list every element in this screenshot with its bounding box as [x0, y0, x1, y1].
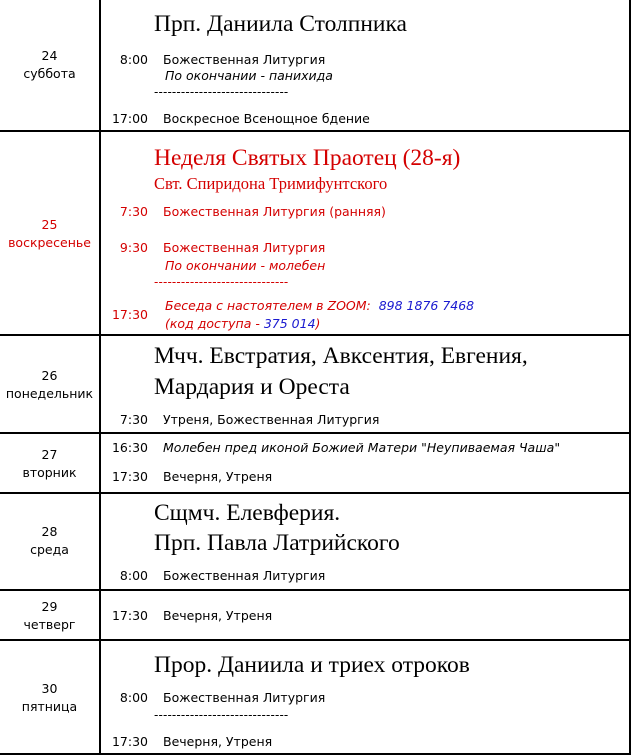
- feast-title-line-1: Сщмч. Елевферия.: [154, 500, 341, 526]
- access-code-value: 375 014: [263, 316, 316, 331]
- column-divider: [99, 0, 101, 755]
- service-time: 17:30: [111, 307, 148, 322]
- access-code-close: ): [315, 316, 321, 331]
- day-row-28: [0, 494, 631, 591]
- day-number: 29: [41, 599, 58, 614]
- feast-title: Прп. Даниила Столпника: [154, 11, 407, 37]
- service-time: 9:30: [119, 240, 148, 255]
- zoom-talk: [165, 298, 474, 314]
- day-weekday: суббота: [23, 66, 76, 81]
- service-name: Божественная Литургия (ранняя): [163, 204, 386, 219]
- zoom-talk-label: Беседа с настоятелем в ZOOM:: [165, 298, 371, 313]
- feast-title-line-2: Мардария и Ореста: [154, 374, 350, 400]
- zoom-access-code: [165, 316, 320, 332]
- day-weekday: четверг: [23, 617, 76, 632]
- feast-title-line-1: Мчч. Евстратия, Авксентия, Евгения,: [154, 343, 528, 369]
- day-cell: [0, 598, 99, 634]
- service-time: 17:30: [111, 734, 148, 749]
- service-name: Божественная Литургия: [163, 690, 326, 705]
- day-number: 27: [41, 447, 58, 462]
- day-row-30: [0, 641, 631, 755]
- day-cell: [0, 680, 99, 716]
- feast-title: Прор. Даниила и триех отроков: [154, 652, 470, 678]
- service-time: 8:00: [119, 52, 148, 67]
- service-time: 16:30: [111, 440, 148, 455]
- day-cell: [0, 367, 99, 403]
- day-row-24: [0, 0, 631, 132]
- service-name: Божественная Литургия: [163, 240, 326, 255]
- day-row-26: [0, 336, 631, 434]
- feast-title: Неделя Святых Праотец (28-я): [154, 145, 461, 171]
- service-name: Воскресное Всенощное бдение: [163, 111, 370, 126]
- day-weekday: пятница: [21, 699, 78, 714]
- service-name: Вечерня, Утреня: [163, 608, 273, 623]
- service-note: По окончании - панихида: [165, 68, 333, 83]
- access-code-label: (код доступа -: [165, 316, 260, 331]
- day-weekday: воскресенье: [8, 235, 91, 250]
- service-time: 7:30: [119, 204, 148, 219]
- day-weekday: среда: [30, 542, 69, 557]
- service-name: Утреня, Божественная Литургия: [163, 412, 380, 427]
- day-cell: [0, 216, 99, 252]
- separator: ------------------------------: [154, 85, 289, 99]
- service-note: По окончании - молебен: [165, 258, 326, 273]
- service-time: 17:30: [111, 608, 148, 623]
- day-cell: [0, 523, 99, 559]
- day-number: 26: [41, 368, 58, 383]
- feast-title-line-2: Прп. Павла Латрийского: [154, 530, 400, 556]
- day-number: 30: [41, 681, 58, 696]
- separator: ------------------------------: [154, 708, 289, 722]
- service-name: Молебен пред иконой Божией Матери "Неупиваемая Чаша": [163, 440, 561, 455]
- day-cell: [0, 47, 99, 83]
- service-name: Божественная Литургия: [163, 52, 326, 67]
- service-time: 7:30: [119, 412, 148, 427]
- day-weekday: понедельник: [5, 386, 94, 401]
- table-right-border: [629, 0, 631, 755]
- day-row-29: [0, 591, 631, 641]
- day-weekday: вторник: [22, 465, 77, 480]
- service-time: 17:00: [111, 111, 148, 126]
- day-row-27: [0, 434, 631, 494]
- zoom-meeting-id[interactable]: 898 1876 7468: [378, 298, 475, 313]
- service-name: Божественная Литургия: [163, 568, 326, 583]
- service-time: 8:00: [119, 568, 148, 583]
- service-name: Вечерня, Утреня: [163, 734, 273, 749]
- feast-subtitle: Свт. Спиридона Тримифунтского: [154, 174, 388, 193]
- day-number: 25: [41, 217, 58, 232]
- day-cell: [0, 446, 99, 482]
- day-number: 24: [41, 48, 58, 63]
- service-time: 17:30: [111, 469, 148, 484]
- day-row-25: [0, 132, 631, 336]
- separator: ------------------------------: [154, 275, 289, 289]
- day-number: 28: [41, 524, 58, 539]
- service-time: 8:00: [119, 690, 148, 705]
- service-name: Вечерня, Утреня: [163, 469, 273, 484]
